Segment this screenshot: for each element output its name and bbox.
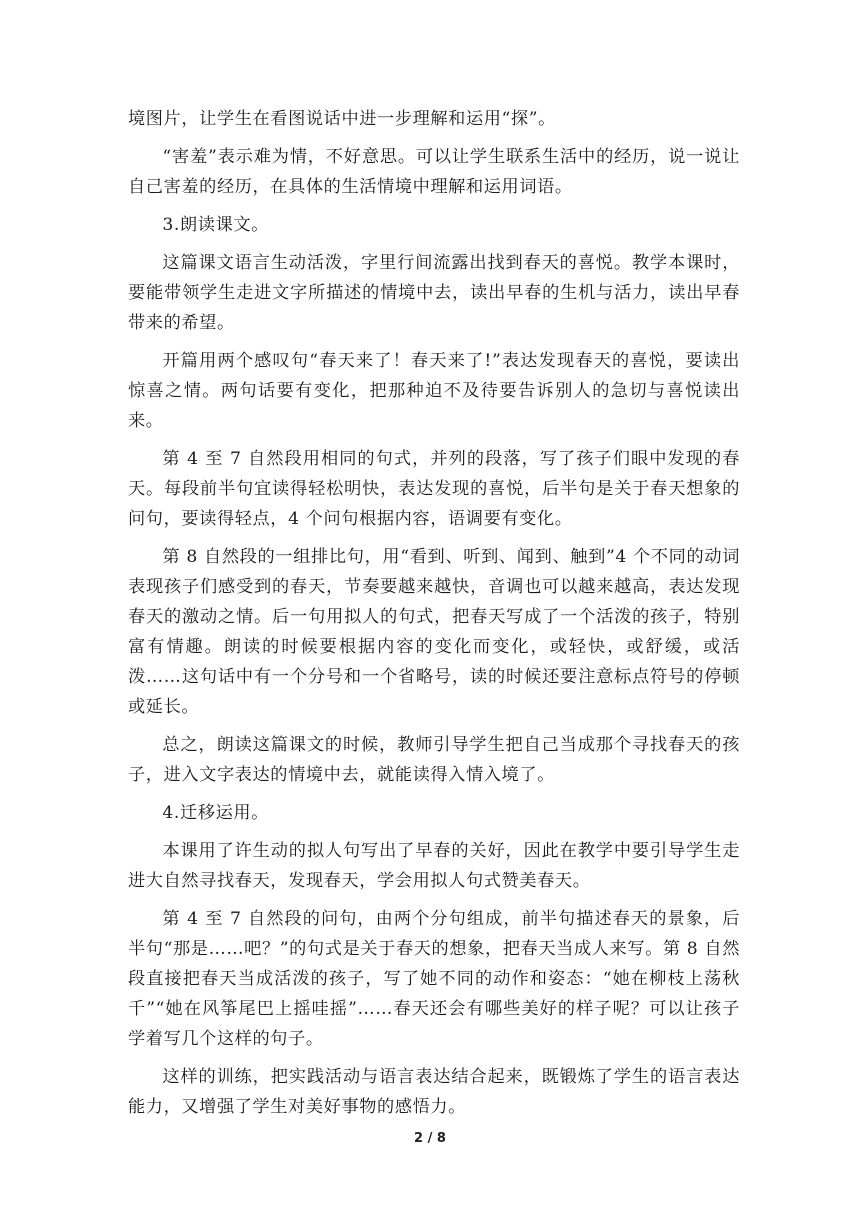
section-heading: 4.迁移运用。	[162, 803, 269, 823]
paragraph: 这篇课文语言生动活泼，字里行间流露出找到春天的喜悦。教学本课时，要能带领学生走进文字所描述的情境中去，读出早春的生机与活力，读出早春带来的希望。	[128, 253, 740, 333]
paragraph-continuation: 境图片，让学生在看图说话中进一步理解和运用“探”。	[128, 109, 556, 129]
paragraph: 这样的训练，把实践活动与语言表达结合起来，既锻炼了学生的语言表达能力，又增强了学生对美好事物的感悟力。	[128, 1067, 740, 1117]
document-body	[128, 104, 740, 1130]
paragraph: 本课用了许生动的拟人句写出了早春的关好，因此在教学中要引导学生走进大自然寻找春天，发现春天，学会用拟人句式赞美春天。	[128, 841, 740, 891]
paragraph: 第 8 自然段的一组排比句，用“看到、听到、闻到、触到”4 个不同的动词表现孩子们感受到的春天，节奏要越来越快，音调也可以越来越高，表达发现春天的激动之情。后一句用拟人的句式，把春天写成了一个活泼的孩子，特别富有情趣。朗读的时候要根据内容的变化而变化，或轻快，或舒缓，或活泼……这句话中有一个分号和一个省略号，读的时候还要注意标点符号的停顿或延长。	[128, 547, 740, 717]
paragraph: 开篇用两个感叹句“春天来了！春天来了!”表达发现春天的喜悦，要读出惊喜之情。两句话要有变化，把那种迫不及待要告诉别人的急切与喜悦读出来。	[128, 351, 740, 431]
paragraph: 第 4 至 7 自然段用相同的句式，并列的段落，写了孩子们眼中发现的春天。每段前半句宜读得轻松明快，表达发现的喜悦，后半句是关于春天想象的问句，要读得轻点，4 个问句根据内容，语调要有变化。	[128, 449, 740, 529]
paragraph: 第 4 至 7 自然段的问句，由两个分句组成，前半句描述春天的景象，后半句“那是……吧？”的句式是关于春天的想象，把春天当成人来写。第 8 自然段直接把春天当成活泼的孩子，写了她不同的动作和姿态：“她在柳枝上荡秋千”“她在风筝尾巴上摇哇摇”……春天还会有哪些美好的样子呢？可以让孩子学着写几个这样的句子。	[128, 909, 740, 1049]
paragraph: “害羞”表示难为情，不好意思。可以让学生联系生活中的经历，说一说让自己害羞的经历，在具体的生活情境中理解和运用词语。	[128, 147, 740, 197]
page-number: 2 / 8	[414, 1131, 446, 1146]
section-heading: 3.朗读课文。	[162, 215, 269, 235]
paragraph: 总之，朗读这篇课文的时候，教师引导学生把自己当成那个寻找春天的孩子，进入文字表达的情境中去，就能读得入情入境了。	[128, 735, 740, 785]
